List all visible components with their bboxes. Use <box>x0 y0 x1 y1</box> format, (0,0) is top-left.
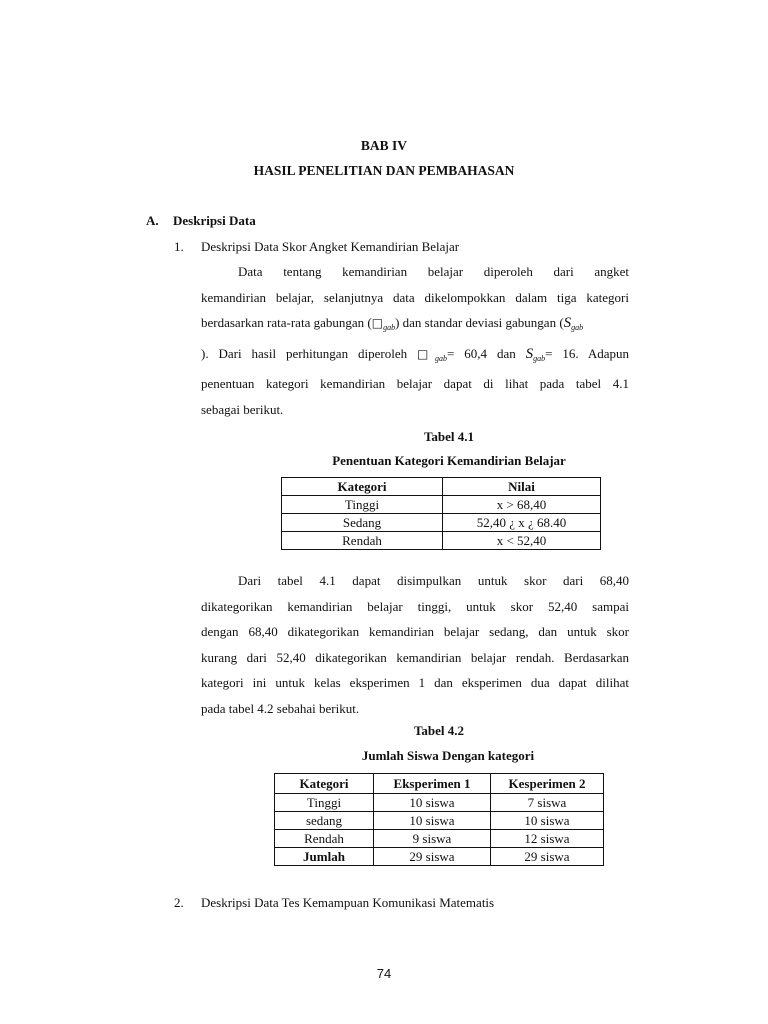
table-cell: 10 siswa <box>374 794 491 812</box>
section-title: Deskripsi Data <box>173 213 256 228</box>
paragraph-1 <box>201 259 629 422</box>
paragraph-line: Data tentang kemandirian belajar diperoleh dari angket <box>238 264 629 279</box>
table-cell: x > 68,40 <box>443 496 601 514</box>
table-cell: Rendah <box>275 830 374 848</box>
section-marker: A. <box>146 213 159 228</box>
paragraph-line: Dari tabel 4.1 dapat disimpulkan untuk skor dari 68,40 <box>238 573 629 588</box>
paragraph-2 <box>201 568 629 721</box>
table-row <box>282 496 601 514</box>
paragraph-line: berdasarkan rata-rata gabungan $(□_{gab})$ dan standar deviasi gabungan ($S_{gab}$ <box>201 315 584 332</box>
paragraph-line: dengan 68,40 dikategorikan kemandirian belajar sedang, dan untuk skor <box>201 624 629 639</box>
table-cell: 10 siswa <box>491 812 604 830</box>
table-caption: Tabel 4.2 <box>413 723 465 738</box>
paragraph-line: sebagai berikut. <box>201 401 284 417</box>
table-header: Eksperimen 1 <box>374 774 491 794</box>
table-cell: sedang <box>275 812 374 830</box>
mean-symbol: □ <box>417 346 436 361</box>
paragraph-line: kategori ini untuk kelas eksperimen 1 dan eksperimen dua dapat dilihat <box>201 675 629 690</box>
table-row <box>275 794 604 812</box>
item-title: Deskripsi Data Tes Kemampuan Komunikasi Matematis <box>201 895 495 910</box>
table-header-row <box>275 774 604 794</box>
table-cell: x < 52,40 <box>443 532 601 550</box>
table-4-1 <box>281 477 601 550</box>
table-row-total <box>275 848 604 866</box>
table-header: Nilai <box>443 478 601 496</box>
table-header: Kesperimen 2 <box>491 774 604 794</box>
table-cell: 12 siswa <box>491 830 604 848</box>
table-cell: 9 siswa <box>374 830 491 848</box>
table-row <box>282 532 601 550</box>
table-4-2 <box>274 773 604 866</box>
item-marker: 2. <box>174 895 184 910</box>
table-subtitle: Jumlah Siswa Dengan kategori <box>361 748 535 763</box>
table-header-row <box>282 478 601 496</box>
table-header: Kategori <box>282 478 443 496</box>
paragraph-line: ). Dari hasil perhitungan diperoleh $□_{gab}= 60,4$ dan $S_{gab}= 16$. Adapun <box>201 345 629 363</box>
table-row <box>275 830 604 848</box>
table-header: Kategori <box>275 774 374 794</box>
table-caption: Tabel 4.1 <box>423 429 475 444</box>
item-marker: 1. <box>174 239 184 254</box>
page-number: 74 <box>376 966 392 981</box>
table-cell: Sedang <box>282 514 443 532</box>
chapter-title: HASIL PENELITIAN DAN PEMBAHASAN <box>253 163 515 178</box>
item-title: Deskripsi Data Skor Angket Kemandirian Belajar <box>201 239 460 254</box>
table-cell: Tinggi <box>282 496 443 514</box>
table-row <box>282 514 601 532</box>
table-cell: 29 siswa <box>374 848 491 866</box>
mean-symbol: □ <box>371 316 384 330</box>
table-cell: 7 siswa <box>491 794 604 812</box>
paragraph-line: kurang dari 52,40 dikategorikan kemandirian belajar rendah. Berdasarkan <box>201 649 629 665</box>
paragraph-line: penentuan kategori kemandirian belajar dapat di lihat pada tabel 4.1 <box>201 376 629 391</box>
paragraph-line: kemandirian belajar, selanjutnya data dikelompokkan dalam tiga kategori <box>201 289 629 305</box>
table-cell: 52,40 ¿ x ¿ 68.40 <box>443 514 601 532</box>
table-subtitle: Penentuan Kategori Kemandirian Belajar <box>332 453 566 468</box>
table-cell: 10 siswa <box>374 812 491 830</box>
paragraph-line: pada tabel 4.2 sebahai berikut. <box>201 700 360 716</box>
table-row <box>275 812 604 830</box>
table-cell: Rendah <box>282 532 443 550</box>
table-cell: 29 siswa <box>491 848 604 866</box>
table-cell: Jumlah <box>275 848 374 866</box>
paragraph-line: dikategorikan kemandirian belajar tinggi, untuk skor 52,40 sampai <box>201 598 629 614</box>
table-cell: Tinggi <box>275 794 374 812</box>
chapter-label: BAB IV <box>360 138 408 153</box>
